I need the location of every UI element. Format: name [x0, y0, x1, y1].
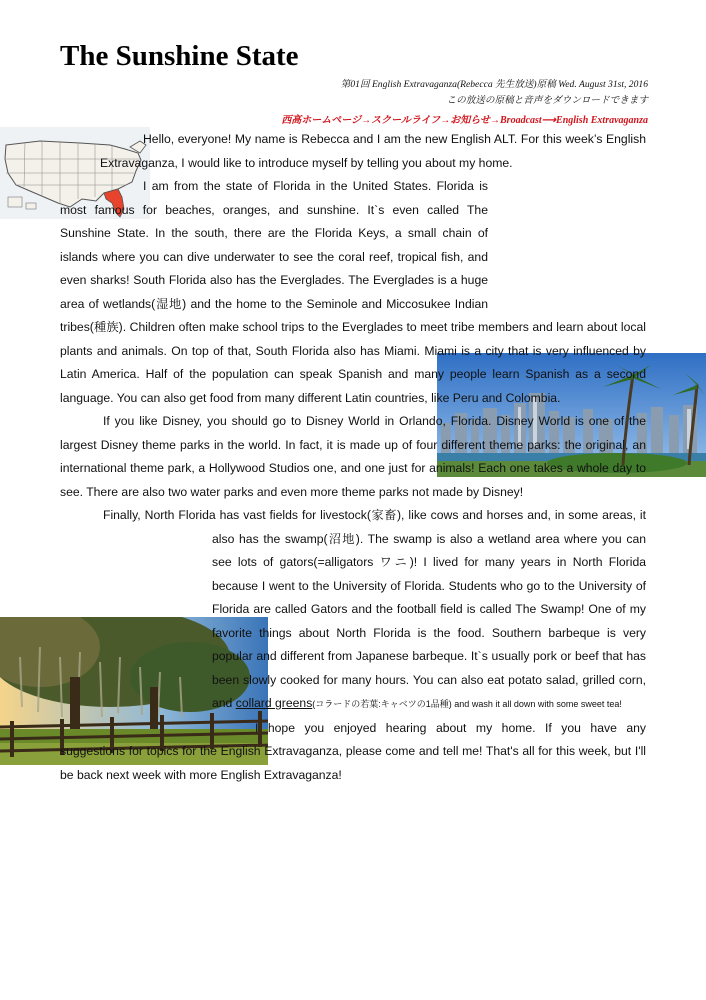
paragraph-closing: I hope you enjoyed hearing about my home. If you have any suggestions for topics for the English Extravaganza, please come and tell me! That's all for this week, but I'll be back next week with more English Extravaganza!: [60, 720, 646, 782]
miami-float-spacer: [488, 178, 706, 308]
collard-greens-link[interactable]: collard greens: [235, 696, 313, 710]
download-note: この放送の原稿と音声をダウンロードできます: [446, 95, 648, 106]
paragraph-north-florida-text-b: (コラードの若葉:キャベツの1品種) and wash it all down with some sweet tea!: [312, 699, 622, 709]
map-float-spacer: [0, 128, 100, 198]
paragraph-north-florida: [60, 504, 646, 717]
navigation-path-link[interactable]: 西高ホームページ→スクールライフ→お知らせ→Broadcast⟶English Extravaganza: [281, 115, 648, 126]
paragraph-north-florida-first-line: Finally, North Florida has vast fields for livestock(家畜), like cows and horses and, in some: [103, 508, 603, 522]
paragraph-north-florida-text-a: areas, it also has the swamp(沼地). The swamp is also a wetland area where you can see lots of gators(=alligators ワニ)! I lived for many years in North Florida because I went to the University of Florida. Students who go to the University of Florida are called Gators and the football field is called The Swamp! One of my favorite things about North Florida is the food. Southern barbeque is very popular and different from Japanese barbeque. It`s usually pork or beef that has been slowly cooked for many hours. You can also eat potato salad, grilled corn, and: [212, 508, 647, 710]
paragraph-disney: If you like Disney, you should go to Disney World in Orlando, Florida. Disney World is one of the largest Disney theme parks in the world. In fact, it is made up of four different theme parks: the original, an international theme park, a Hollywood Studios one, and one just for animals! Each one takes a whole day to see. There are also two water parks and even more theme parks not made by Disney!: [60, 414, 646, 499]
article-body: [60, 128, 646, 787]
paragraph-florida: [60, 175, 646, 410]
page-title: The Sunshine State: [60, 40, 299, 72]
paragraph-intro: Hello, everyone! My name is Rebecca and I am the new English ALT. For this week’s English Extravaganza, I would like to introduce myself by telling you about my home.: [100, 132, 646, 170]
episode-line: 第01回 English Extravaganza(Rebecca 先生放送)原稿 Wed. August 31st, 2016: [340, 79, 648, 90]
swamp-float-spacer: [0, 530, 212, 718]
paragraph-florida-text: I am from the state of Florida in the United States. Florida is most famous for beaches, oranges, and sunshine. It`s even called The Sunshine State. In the south, there are the Florida Keys, a small chain of islands where you can dive underwater to see the coral reef, tropical fish, and even sharks! South Florida also has the Everglades. The Everglades is a huge area of wetlands(湿地) and the home to the Seminole and Miccosukee Indian tribes(種族). Children often make school trips to the Everglades to meet tribe members and learn about local plants and animals. On top of that, South Florida also has Miami. Miami is a city that is very influenced by Latin America. Half of the population can speak Spanish and many people learn Spanish as a second language. You can also get food from many different Latin countries, like Peru and Colombia.: [60, 179, 646, 405]
